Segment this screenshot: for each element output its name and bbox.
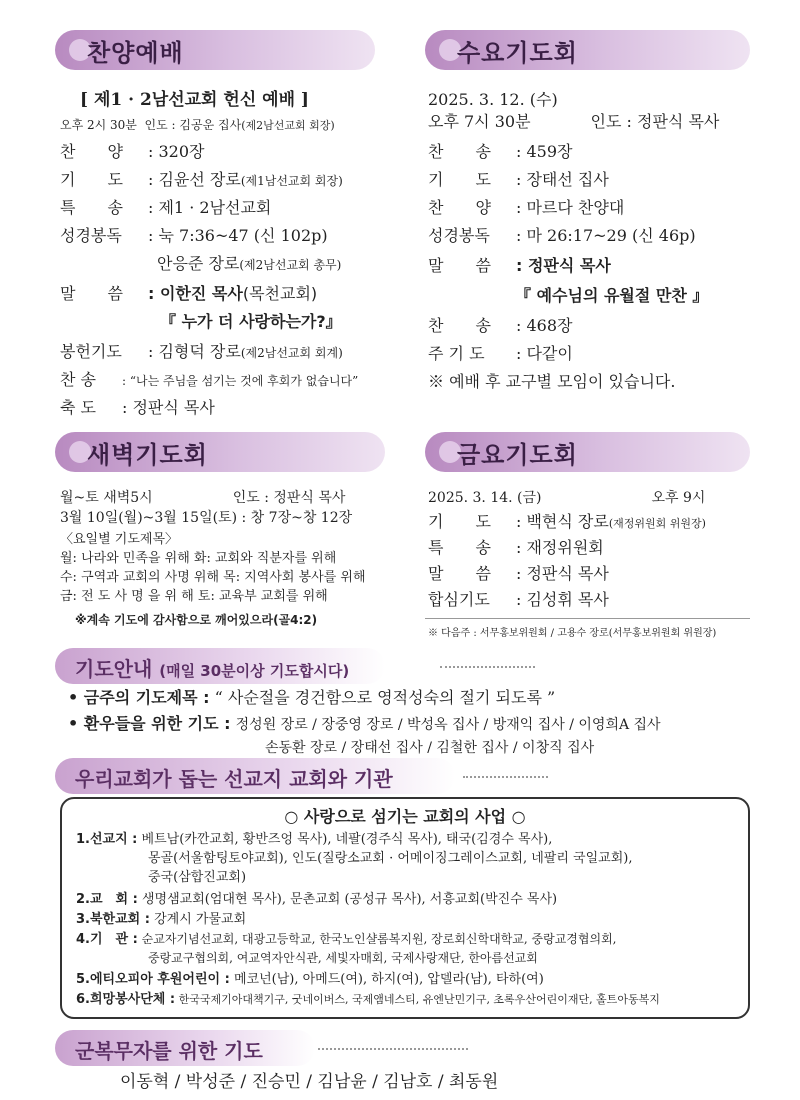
mission-row-2	[76, 911, 246, 928]
mission-row-label: 4.기 관 :	[76, 932, 138, 947]
prayer-item2-value: 정성원 장로 / 장중영 장로 / 박성옥 집사 / 방재익 집사 / 이영희A 집사	[235, 717, 661, 733]
s2-row-3	[428, 226, 696, 246]
s4-divider	[425, 618, 750, 619]
s1-row-value: : 눅 7:36~47 (신 102p)	[148, 226, 328, 245]
sermon-note: (목천교회)	[242, 284, 318, 303]
s1-row-value: : 김윤선 장로	[148, 170, 241, 189]
prayer-guide-dots	[440, 666, 535, 668]
dawn-leader: 인도 : 정판식 목사	[232, 490, 346, 506]
mission-row-label: 6.희망봉사단체 :	[76, 992, 176, 1007]
s2-sermon	[428, 256, 611, 276]
friday-date: 2025. 3. 14. (금)	[428, 490, 542, 506]
s4-row-value: : 백현식 장로	[516, 512, 609, 531]
s4-row-label: 말 씀	[428, 564, 491, 583]
s2-row-value: : 마 26:17~29 (신 46p)	[516, 226, 696, 245]
sermon-label: 말 씀	[60, 284, 123, 303]
prayer-item-1	[68, 688, 555, 708]
s2-sermon-title: 『 예수님의 유월절 만찬 』	[515, 286, 709, 305]
s1-bless	[60, 398, 215, 418]
service-leader-note: (제2남선교회 회장)	[241, 119, 335, 132]
s1-row-label: 기 도	[60, 170, 123, 189]
mission-row-line: 생명샘교회(엄대현 목사), 문촌교회 (공성규 목사), 서흥교회(박진수 목사)	[141, 892, 558, 907]
s1-sermon	[60, 284, 317, 304]
s1-sermon-title: 『 누가 더 사랑하는가?』	[160, 312, 342, 331]
s2-row-0	[428, 142, 572, 162]
hymn-value: : “나는 주님을 섬기는 것에 후회가 없습니다”	[122, 374, 359, 388]
s2-row2-0	[428, 316, 572, 336]
reader-name: 안응준 장로	[157, 254, 240, 273]
mission-row-line: 순교자기념선교회, 대광고등학교, 한국노인샬롬복지원, 장로회신학대학교, 중랑교경협의회,	[141, 932, 617, 946]
s4-row-0	[428, 512, 706, 534]
s2-row-label: 찬 양	[428, 198, 491, 217]
s4-row-value: : 정판식 목사	[516, 564, 609, 583]
s4-row-value: : 김성휘 목사	[516, 590, 609, 609]
s2-sermon-value: : 정판식 목사	[516, 256, 611, 275]
s4-row-label: 합심기도	[428, 590, 490, 609]
s4-date-time	[428, 488, 705, 508]
s1-row-3	[60, 226, 328, 246]
prayer-item2-label: • 환우들을 위한 기도 :	[68, 714, 231, 733]
s2-row-label: 기 도	[428, 170, 491, 189]
s4-row-2	[428, 564, 609, 584]
s2-row-label: 주 기 도	[428, 344, 485, 363]
s3-footer: ※계속 기도에 감사함으로 깨어있으라(골4:2)	[75, 613, 318, 627]
military-dots	[318, 1048, 468, 1050]
sermon-value: : 이한진 목사	[148, 284, 243, 303]
mission-dots	[463, 776, 548, 778]
military-heading	[55, 1030, 315, 1066]
mission-row-3	[76, 931, 617, 948]
banner-friday-prayer	[425, 432, 750, 472]
prayer-item-2	[68, 714, 661, 735]
prayer-item1-value: “ 사순절을 경건함으로 영적성숙의 절기 되도록 ”	[214, 688, 556, 707]
prayer-guide-heading	[55, 648, 385, 684]
prayer-item-2b: 손동환 장로 / 장태선 집사 / 김철한 집사 / 이창직 집사	[265, 740, 595, 756]
dawn-prayer-title: 새벽기도회	[87, 441, 208, 469]
banner-praise-service	[55, 30, 375, 70]
s2-time: 오후 7시 30분	[428, 112, 531, 131]
mission-row-0b: 몽골(서울함팅토야교회), 인도(질랑소교회 · 어메이징그레이스교회, 네팔리 국일교회),	[148, 851, 633, 866]
s2-row-value: : 다같이	[516, 344, 573, 363]
s2-row-value: : 459장	[516, 142, 573, 161]
s3-topics-title: 〈요일별 기도제목〉	[60, 532, 179, 547]
s3-line2: 3월 10일(월)~3월 15일(토) : 창 7장~창 12장	[60, 510, 353, 526]
s4-row-note: (재정위원회 위원장)	[608, 517, 706, 530]
s3-topic-0: 월: 나라와 민족을 위해 화: 교회와 직분자를 위해	[60, 551, 337, 566]
mission-row-line: 강계시 가물교회	[154, 912, 247, 927]
mission-row-line: 베트남(카깐교회, 황반즈엉 목사), 네팔(경주식 목사), 태국(김경수 목사),	[141, 832, 553, 847]
s4-next: ※ 다음주 : 서무홍보위원회 / 고용수 장로(서무홍보위원회 위원장)	[428, 628, 717, 639]
mission-row-0c: 중국(삼합진교회)	[148, 870, 247, 885]
banner-dawn-prayer	[55, 432, 385, 472]
s1-hymn	[60, 370, 358, 391]
mission-row-label: 1.선교지 :	[76, 832, 138, 847]
s1-row-value: : 제1 · 2남선교회	[148, 198, 272, 217]
s2-row-label: 찬 송	[428, 142, 491, 161]
mission-row-line: 메코넌(남), 아메드(여), 하지(여), 압델라(남), 타하(여)	[233, 972, 544, 987]
service-leader: 인도 : 김공운 집사	[144, 118, 242, 132]
prayer-guide-title-text: 기도안내	[75, 657, 153, 681]
s1-row-0	[60, 142, 204, 162]
s2-date: 2025. 3. 12. (수)	[428, 90, 558, 109]
friday-prayer-title: 금요기도회	[457, 441, 578, 469]
s3-topic-1: 수: 구역과 교회의 사명 위해 목: 지역사회 봉사를 위해	[60, 570, 366, 585]
s2-notice: ※ 예배 후 교구별 모임이 있습니다.	[428, 372, 676, 391]
s1-row-label: 특 송	[60, 198, 123, 217]
s1-row-1	[60, 170, 343, 191]
military-title: 군복무자를 위한 기도	[75, 1039, 263, 1063]
mission-row-4	[76, 971, 544, 988]
offering-note: (제2남선교회 회계)	[240, 346, 343, 360]
s2-row2-1	[428, 344, 573, 364]
dawn-time: 월~토 새벽5시	[60, 490, 153, 506]
prayer-guide-subtitle: (매일 30분이상 기도합시다)	[159, 662, 350, 680]
mission-row-label: 3.북한교회 :	[76, 912, 150, 927]
mission-box	[60, 797, 750, 1019]
s2-row-value: : 마르다 찬양대	[516, 198, 625, 217]
offering-label: 봉헌기도	[60, 342, 122, 361]
s2-row-label: 찬 송	[428, 316, 491, 335]
s3-topic-2: 금: 전 도 사 명 을 위 해 토: 교육부 교회를 위해	[60, 589, 328, 604]
bless-value: : 정판식 목사	[122, 398, 215, 417]
service-time: 오후 2시 30분	[60, 118, 137, 132]
s2-row-1	[428, 170, 609, 190]
hymn-label: 찬 송	[60, 370, 96, 389]
s1-row-2	[60, 198, 271, 218]
s1-row-value: : 320장	[148, 142, 205, 161]
mission-row-label: 2.교 회 :	[76, 892, 138, 907]
s1-offering	[60, 342, 343, 363]
military-names: 이동혁 / 박성준 / 진승민 / 김남윤 / 김남호 / 최동원	[120, 1072, 499, 1092]
s2-time-leader	[428, 112, 719, 132]
prayer-item1-label: • 금주의 기도제목 :	[68, 688, 210, 707]
mission-row-5	[76, 991, 660, 1008]
mission-row-line: 한국국제기아대책기구, 굿네이버스, 국제앰네스티, 유엔난민기구, 초록우산어린이재단, 홀트아동복지	[178, 993, 660, 1006]
mission-row-label: 5.에티오피아 후원어린이 :	[76, 972, 230, 987]
s2-row-2	[428, 198, 624, 218]
offering-value: : 김형덕 장로	[148, 342, 241, 361]
mission-row-1	[76, 891, 557, 908]
s1-reader	[157, 254, 341, 275]
s3-line1	[60, 488, 345, 508]
wednesday-prayer-title: 수요기도회	[457, 39, 578, 67]
mission-box-title: ○ 사랑으로 섬기는 교회의 사업 ○	[284, 807, 526, 826]
banner-wednesday-prayer	[425, 30, 750, 70]
mission-row-3b: 중랑교구협의회, 여교역자안식관, 세빛자매회, 국제사랑재단, 한아름선교회	[148, 951, 538, 965]
s2-leader: 인도 : 정판식 목사	[590, 112, 720, 131]
s1-row-note: (제1남선교회 회장)	[240, 174, 343, 188]
s4-row-value: : 재정위원회	[516, 538, 604, 557]
s2-sermon-label: 말 씀	[428, 256, 491, 275]
mission-heading	[55, 758, 455, 794]
s4-row-1	[428, 538, 604, 558]
s2-row-value: : 468장	[516, 316, 573, 335]
reader-note: (제2남선교회 총무)	[239, 258, 342, 272]
s4-row-label: 기 도	[428, 512, 491, 531]
s1-row-label: 찬 양	[60, 142, 123, 161]
s1-row-label: 성경봉독	[60, 226, 122, 245]
s2-row-label: 성경봉독	[428, 226, 490, 245]
prayer-guide-title	[75, 653, 349, 682]
s2-row-value: : 장태선 집사	[516, 170, 609, 189]
s4-row-label: 특 송	[428, 538, 491, 557]
praise-service-title: 찬양예배	[87, 39, 184, 67]
mission-row-0	[76, 831, 552, 848]
service-time-leader	[60, 115, 335, 136]
s4-row-3	[428, 590, 609, 610]
service-name: [ 제1 · 2남선교회 헌신 예배 ]	[80, 90, 309, 110]
bless-label: 축 도	[60, 398, 96, 417]
mission-title: 우리교회가 돕는 선교지 교회와 기관	[75, 767, 393, 791]
friday-time: 오후 9시	[651, 490, 706, 506]
